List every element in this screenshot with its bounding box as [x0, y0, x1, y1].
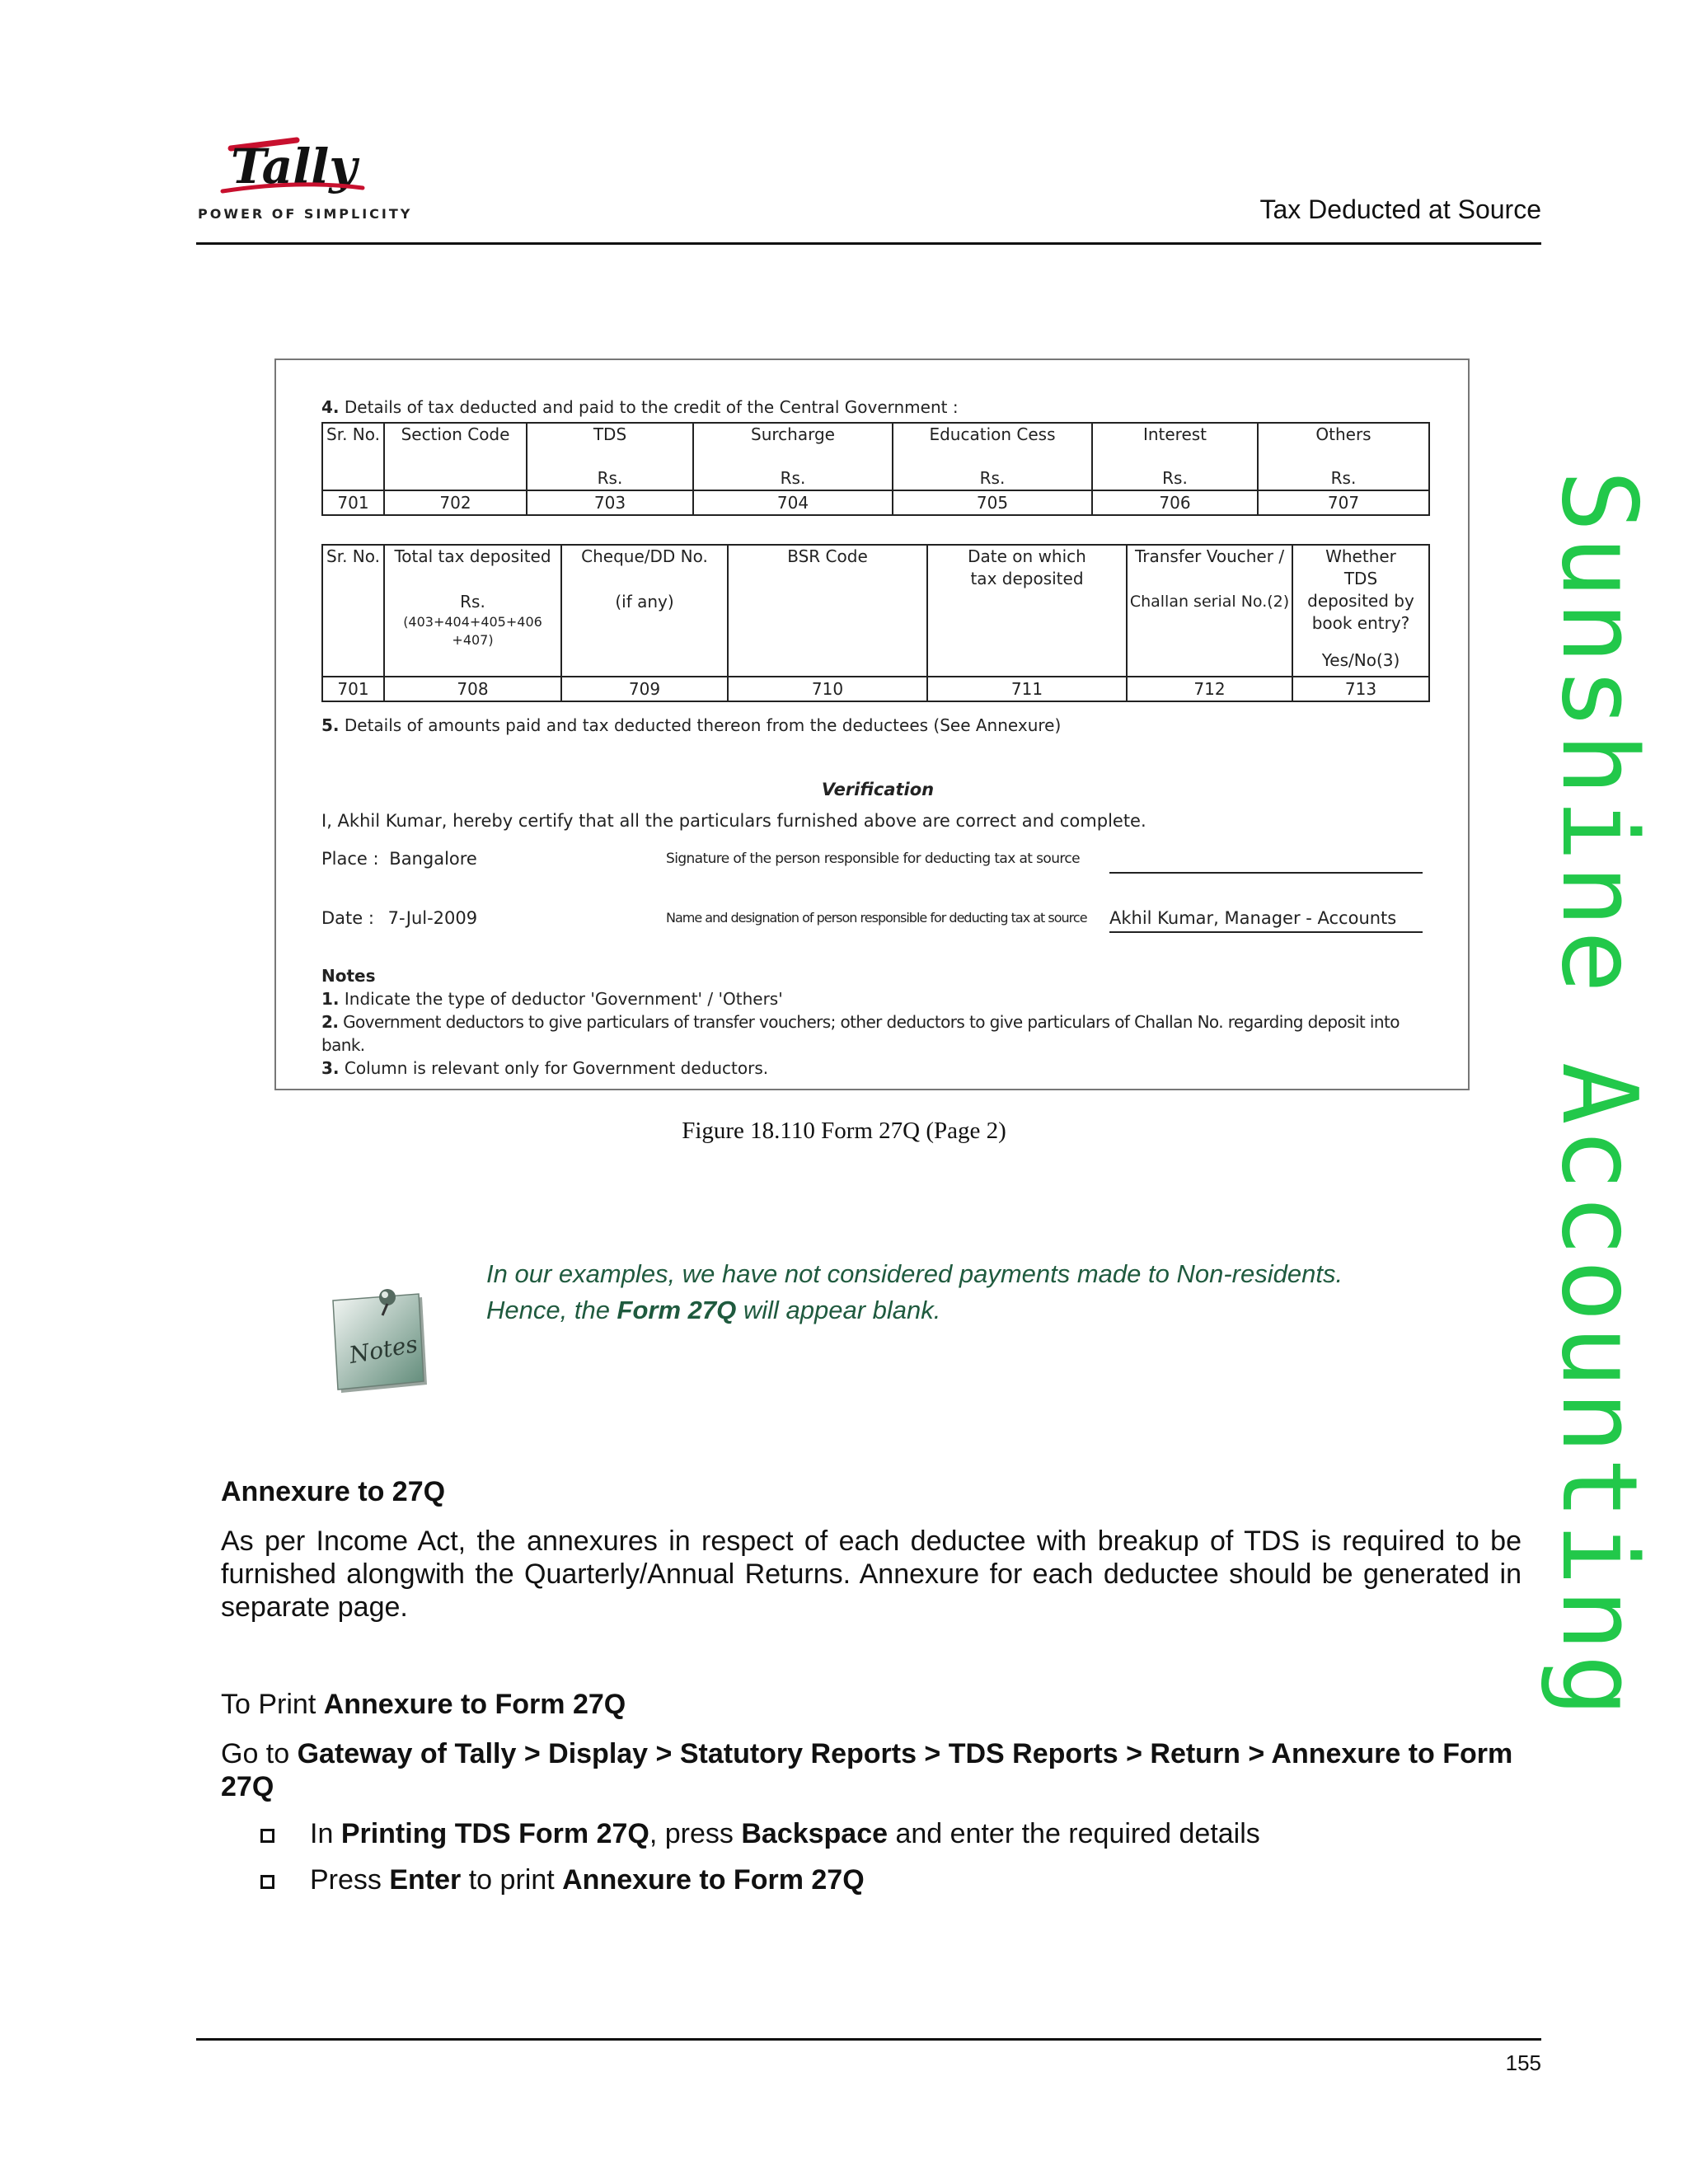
certify-text: I, Akhil Kumar, hereby certify that all the particulars furnished above are correct and complete. — [321, 811, 1146, 831]
annexure-paragraph: As per Income Act, the annexures in respect of each deductee with breakup of TDS is required to be furnished alongwith the Quarterly/Annual Returns. Annexure for each deductee should be generated in separate page. — [221, 1526, 1522, 1623]
instruction-list — [256, 1817, 1260, 1910]
logo-tagline: POWER OF SIMPLICITY — [198, 206, 413, 222]
notes-heading: Notes — [321, 966, 376, 986]
header-top: Transfer Voucher / — [1134, 546, 1285, 566]
header-top: Whether TDS deposited by book entry? — [1307, 546, 1414, 633]
header-top: Sr. No. — [326, 546, 380, 566]
header-cell — [693, 423, 893, 490]
header-cell — [384, 423, 527, 490]
header-formula: (403+404+405+406 +407) — [403, 614, 542, 648]
goto-path — [221, 1737, 1522, 1803]
tax-details-table — [321, 422, 1430, 516]
note-number: 2. — [321, 1012, 339, 1032]
header-top: Section Code — [401, 424, 510, 444]
section-4-num: 4. — [321, 397, 340, 417]
code-cell: 701 — [322, 490, 384, 515]
bullet-text: , press — [649, 1818, 742, 1849]
bullet-square-icon — [260, 1875, 274, 1889]
header-cell — [728, 545, 927, 677]
header-cell — [1292, 545, 1429, 677]
date-label: Date : — [321, 908, 374, 928]
code-cell: 708 — [384, 677, 561, 701]
notes-icon — [330, 1279, 437, 1403]
signature-line — [1109, 849, 1423, 874]
header-top: Date on which tax deposited — [968, 546, 1086, 588]
header-cell — [322, 545, 384, 677]
note-number: 1. — [321, 989, 340, 1009]
place-value: Bangalore — [389, 849, 477, 869]
watermark: Sunshine Accounting — [1539, 470, 1660, 1721]
header-cell — [384, 545, 561, 677]
bullet-text: and enter the required details — [888, 1818, 1260, 1849]
note-callout — [486, 1256, 1343, 1329]
deposit-details-table — [321, 544, 1430, 702]
verification-title: Verification — [821, 780, 935, 799]
header-cell — [893, 423, 1092, 490]
list-item — [256, 1817, 1260, 1850]
header-top: Education Cess — [929, 424, 1056, 444]
bullet-text: Press — [310, 1864, 390, 1896]
header-bottom: Rs. — [1162, 468, 1188, 488]
section-heading: Annexure to 27Q — [221, 1476, 446, 1507]
header-mid: Challan serial No.(2) — [1129, 593, 1290, 611]
header-rule — [196, 242, 1541, 245]
code-cell: 702 — [384, 490, 527, 515]
header-top: Total tax deposited — [394, 546, 551, 566]
header-top: TDS — [593, 424, 627, 444]
place-label: Place : — [321, 849, 379, 869]
logo-text: Tally — [231, 138, 357, 194]
bullet-square-icon — [260, 1829, 274, 1843]
code-cell: 709 — [561, 677, 728, 701]
bullet-bold: Annexure to Form 27Q — [562, 1864, 865, 1896]
page-number: 155 — [1505, 2050, 1541, 2075]
name-designation-label: Name and designation of person responsible for deducting tax at source — [666, 910, 1087, 926]
section-4-text: Details of tax deducted and paid to the credit of the Central Government : — [344, 397, 959, 417]
code-cell: 713 — [1292, 677, 1429, 701]
note-item — [321, 987, 1434, 1010]
goto-bold: Gateway of Tally > Display > Statutory Reports > TDS Reports > Return > Annexure to Form 27Q — [221, 1738, 1513, 1802]
header-bottom: Rs. — [597, 468, 623, 488]
header-cell — [1127, 545, 1292, 677]
code-cell: 704 — [693, 490, 893, 515]
print-bold: Annexure to Form 27Q — [323, 1689, 626, 1720]
note-line-2 — [486, 1292, 1343, 1329]
bullet-text: In — [310, 1818, 341, 1849]
footer-rule — [196, 2038, 1541, 2041]
bullet-bold: Enter — [389, 1864, 462, 1896]
header-bottom: Rs. — [979, 468, 1006, 488]
place-field — [321, 849, 477, 869]
section-4-title — [321, 397, 1434, 417]
header-top: Others — [1315, 424, 1372, 444]
figure-caption: Figure 18.110 Form 27Q (Page 2) — [682, 1118, 1006, 1144]
date-field — [321, 908, 477, 928]
form-27q-figure — [274, 359, 1470, 1090]
code-cell: 706 — [1092, 490, 1258, 515]
section-5-text: Details of amounts paid and tax deducted thereon from the deductees (See Annexure) — [344, 715, 1062, 735]
code-cell: 712 — [1127, 677, 1292, 701]
header-top: Interest — [1142, 424, 1207, 444]
header-mid: Yes/No(3) — [1321, 650, 1400, 670]
bullet-text: to print — [461, 1864, 563, 1896]
date-name-row — [321, 903, 1434, 949]
section-5 — [321, 715, 1434, 735]
list-item — [256, 1863, 1260, 1896]
form-notes — [321, 964, 1434, 1080]
header-top: Cheque/DD No. — [581, 546, 708, 566]
header-bottom: Rs. — [780, 468, 806, 488]
bullet-bold: Printing TDS Form 27Q — [340, 1818, 649, 1849]
date-value: 7-Jul-2009 — [387, 908, 478, 928]
bullet-bold: Backspace — [741, 1818, 889, 1849]
code-cell: 705 — [893, 490, 1092, 515]
header-top: Sr. No. — [326, 424, 380, 444]
tally-logo-mark — [198, 132, 396, 206]
note-line-2-post: will appear blank. — [736, 1296, 941, 1324]
code-cell: 710 — [728, 677, 927, 701]
table-header-row — [322, 423, 1429, 490]
note-line-2-pre: Hence, the — [486, 1296, 617, 1324]
goto-pre: Go to — [221, 1738, 298, 1769]
note-text: Government deductors to give particulars of transfer vouchers; other deductors to give particulars of Challan No. regarding deposit into bank. — [321, 1012, 1400, 1055]
place-signature-row — [321, 844, 1434, 890]
header-cell — [527, 423, 693, 490]
header-mid: (if any) — [615, 592, 674, 612]
note-item — [321, 1010, 1434, 1057]
header-cell — [1092, 423, 1258, 490]
header-cell — [1258, 423, 1429, 490]
form-content — [321, 397, 1434, 1080]
print-instruction — [221, 1688, 1522, 1721]
header-bottom: Rs. — [1330, 468, 1357, 488]
section-5-num: 5. — [321, 715, 340, 735]
running-head: Tax Deducted at Source — [1259, 194, 1541, 224]
note-line-1: In our examples, we have not considered payments made to Non-residents. — [486, 1259, 1343, 1288]
code-cell: 711 — [927, 677, 1127, 701]
notes-icon-label: Notes — [347, 1330, 420, 1370]
note-line-2-bold: Form 27Q — [617, 1296, 737, 1324]
note-text: Column is relevant only for Government deductors. — [344, 1058, 769, 1078]
header-top: BSR Code — [787, 546, 868, 566]
table-header-row — [322, 545, 1429, 677]
header-cell — [561, 545, 728, 677]
header-top: Surcharge — [751, 424, 835, 444]
header-cell — [927, 545, 1127, 677]
code-cell: 701 — [322, 677, 384, 701]
note-number: 3. — [321, 1058, 340, 1078]
header-mid: Rs. — [460, 592, 485, 612]
code-cell: 703 — [527, 490, 693, 515]
code-cell: 707 — [1258, 490, 1429, 515]
name-designation-value: Akhil Kumar, Manager - Accounts — [1109, 908, 1423, 933]
header-cell — [322, 423, 384, 490]
signature-label: Signature of the person responsible for deducting tax at source — [666, 851, 1081, 867]
code-row — [322, 677, 1429, 701]
print-pre: To Print — [221, 1689, 324, 1720]
note-item — [321, 1057, 1434, 1080]
code-row — [322, 490, 1429, 515]
note-text: Indicate the type of deductor 'Government' / 'Others' — [344, 989, 783, 1009]
